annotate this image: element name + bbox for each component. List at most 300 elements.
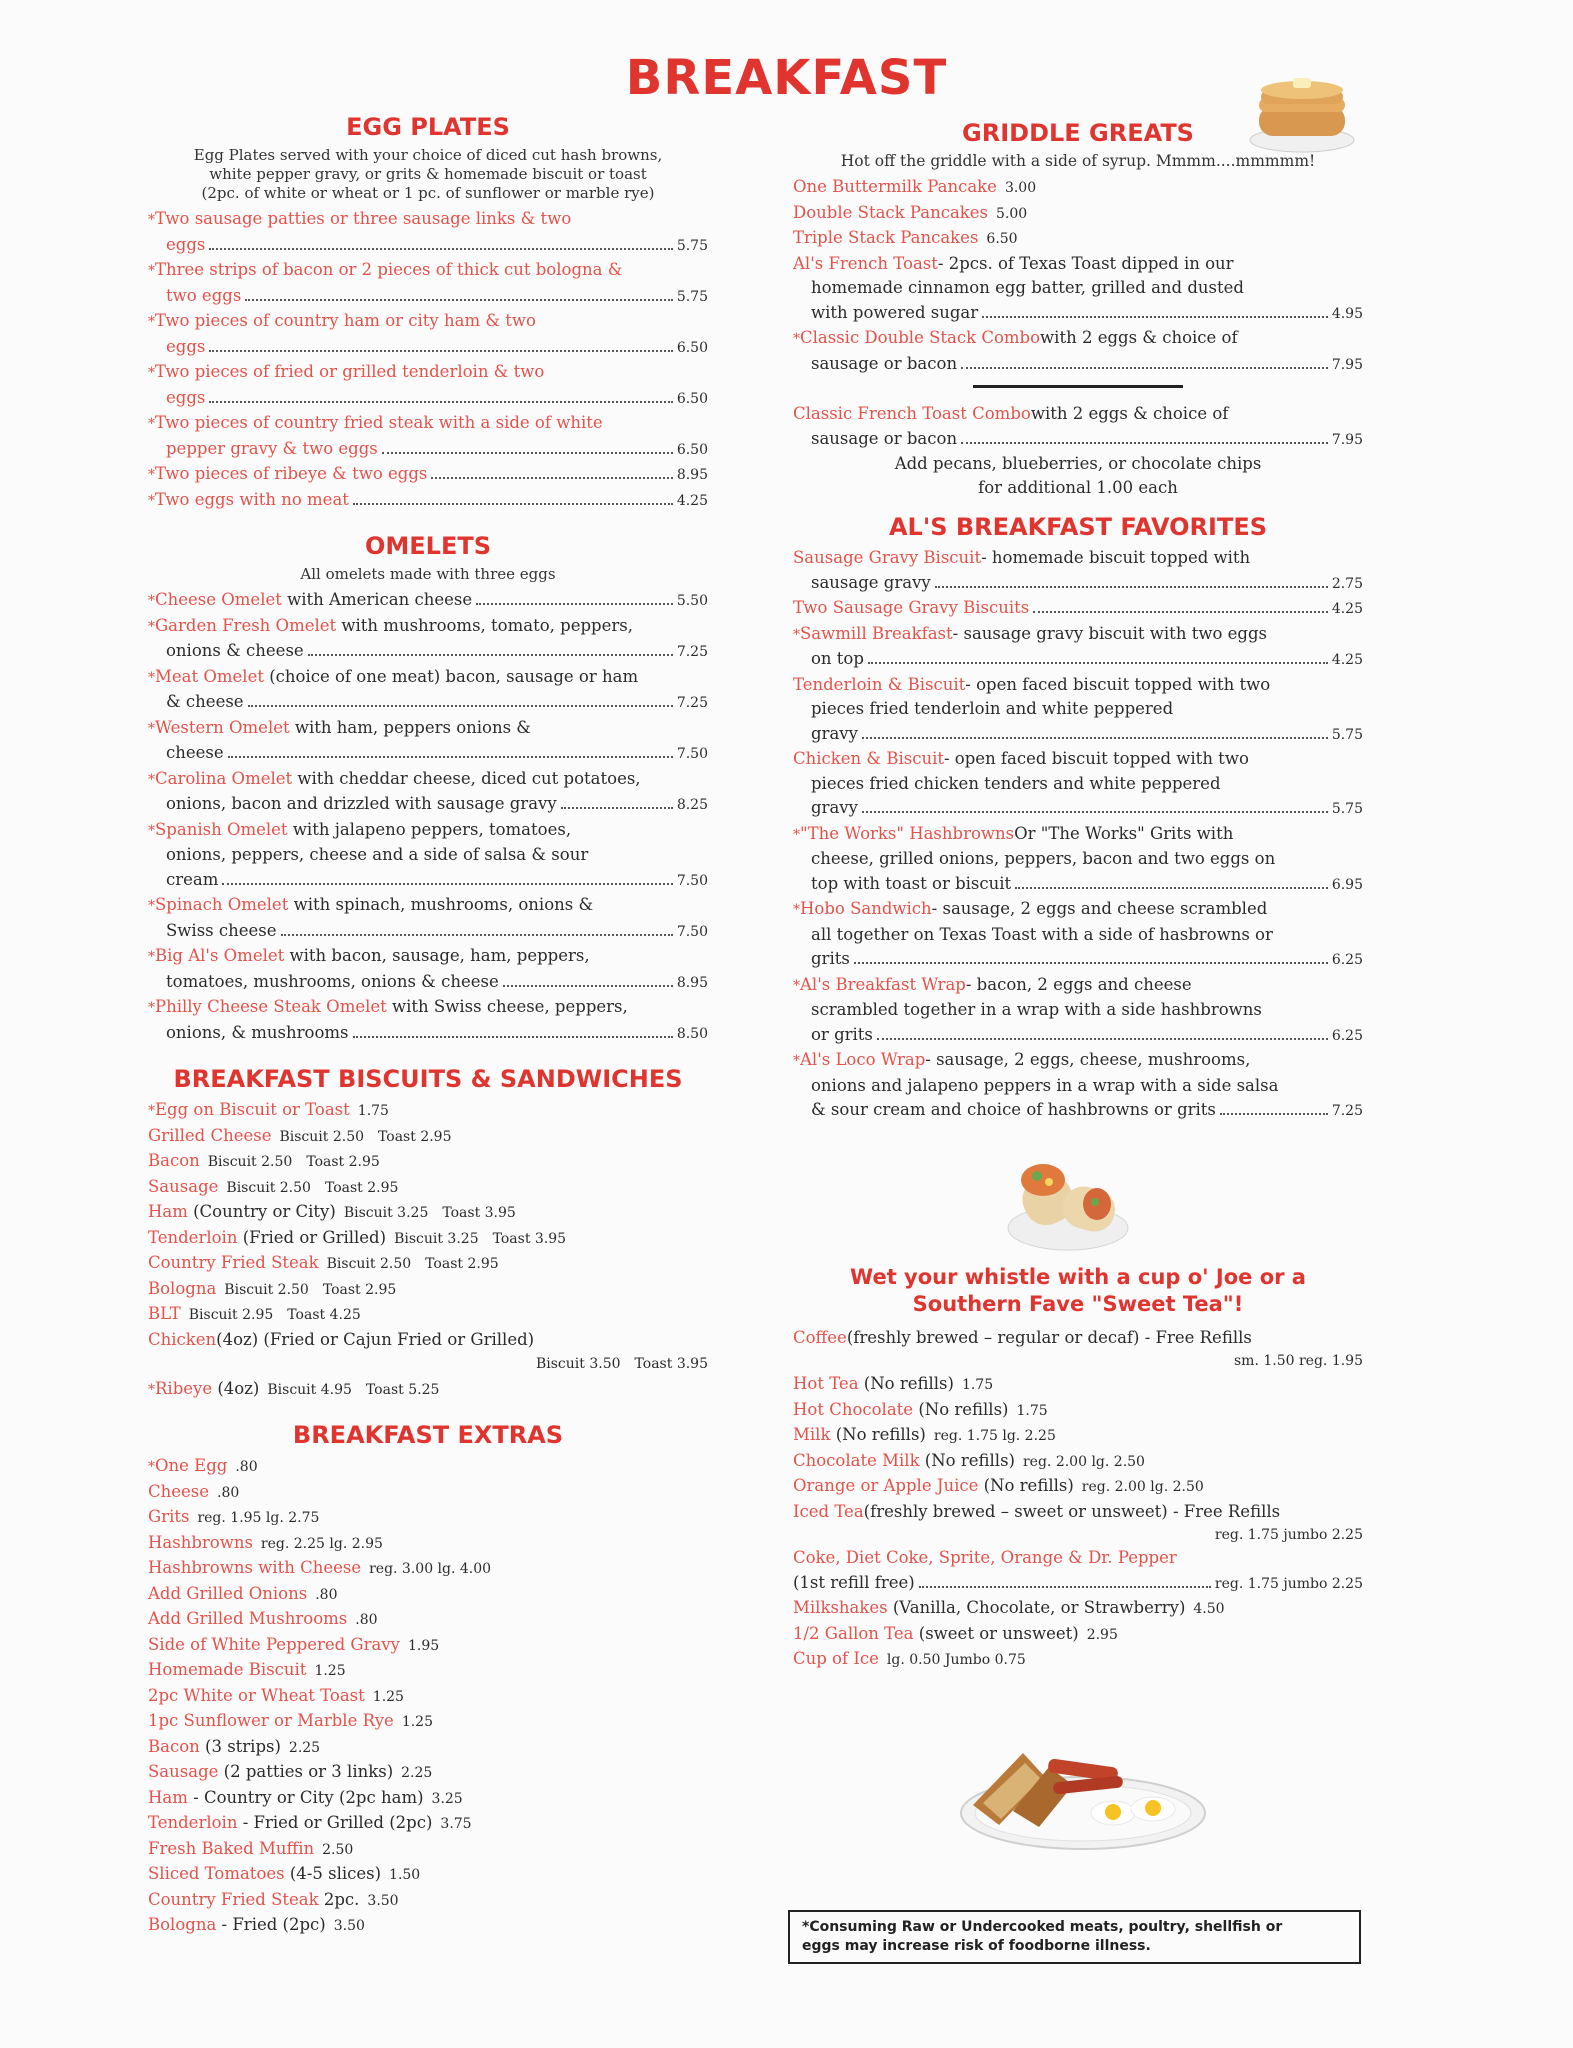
egg-plate-item	[148, 309, 708, 360]
item-name: Country Fried Steak	[148, 1889, 319, 1909]
dot-leader	[353, 1036, 673, 1038]
toast-price: Toast 3.95	[634, 1356, 708, 1372]
extra-item	[148, 1633, 708, 1659]
item-name: Ribeye	[155, 1378, 213, 1398]
dot-leader	[476, 603, 673, 605]
item-price: 4.95	[1331, 305, 1363, 322]
item-line	[793, 622, 1363, 648]
extra-item	[148, 1582, 708, 1608]
item-desc: with Swiss cheese, peppers,	[392, 997, 628, 1016]
item-name: Two pieces of fried or grilled tenderloin & two	[155, 362, 545, 381]
breakfast-plate-photo	[953, 1733, 1213, 1857]
item-line	[148, 335, 708, 361]
item-desc-cont: Swiss cheese	[166, 920, 277, 940]
toast-price: Toast 2.95	[306, 1154, 380, 1170]
item-name: Fresh Baked Muffin	[148, 1838, 315, 1858]
item-price: 5.50	[676, 593, 708, 609]
item-desc-cont: onions, bacon and drizzled with sausage gravy	[166, 794, 557, 813]
item-note: (Country or City)	[187, 1202, 336, 1221]
item-price: 8.95	[676, 467, 708, 483]
item-line	[148, 843, 708, 868]
item-desc: with 2 eggs & choice of	[1040, 328, 1238, 347]
item-name: Sliced Tomatoes	[148, 1864, 285, 1883]
item-line	[793, 673, 1363, 698]
item-line	[148, 411, 708, 437]
item-sizes: reg. 1.75 jumbo 2.25	[1214, 1527, 1363, 1543]
item-desc-cont: onions and jalapeno peppers in a wrap with a side salsa	[811, 1075, 1279, 1095]
item-desc: - sausage, 2 eggs and cheese scrambled	[931, 899, 1268, 918]
item-line	[148, 639, 708, 665]
toast-price: Toast 5.25	[365, 1381, 440, 1398]
item-desc-cont: (1st refill free)	[793, 1572, 915, 1592]
dot-leader	[281, 934, 673, 936]
biscuit-item	[148, 1149, 708, 1175]
item-note: (4oz) (Fried or Cajun Fried or Grilled)	[216, 1329, 535, 1349]
item-line	[793, 402, 1363, 427]
item-line	[148, 233, 708, 259]
item-desc: with mushrooms, tomato, peppers,	[341, 615, 633, 635]
item-desc-cont: grits	[811, 949, 850, 968]
dot-leader	[222, 883, 672, 885]
item-name: Two pieces of country ham or city ham & two	[155, 311, 536, 330]
item-name: Two pieces of country fried steak with a side of white	[155, 413, 603, 432]
item-desc-cont: scrambled together in a wrap with a side hashbrowns	[811, 1000, 1262, 1019]
item-note: (No refills)	[919, 1450, 1015, 1470]
item-price: 5.75	[1331, 726, 1363, 743]
item-name: Two eggs with no meat	[155, 489, 349, 509]
dot-leader	[1220, 1113, 1328, 1115]
biscuits-title: BREAKFAST BISCUITS & SANDWICHES	[173, 1065, 683, 1093]
item-desc-cont: onions, & mushrooms	[166, 1022, 349, 1042]
dot-leader	[353, 503, 673, 505]
asterisk-marker: *	[148, 771, 155, 788]
dot-leader	[561, 807, 673, 809]
biscuit-item	[148, 1302, 708, 1328]
item-desc-cont: pieces fried tenderloin and white peppered	[811, 699, 1174, 718]
item-line	[793, 352, 1363, 378]
asterisk-marker: *	[148, 618, 155, 635]
item-name: Coke, Diet Coke, Sprite, Orange & Dr. Pepper	[793, 1548, 1177, 1567]
item-desc-cont: on top	[811, 649, 864, 668]
item-desc: with 2 eggs & choice of	[1030, 404, 1229, 423]
asterisk-marker: *	[148, 898, 155, 914]
item-desc-cont: onions, peppers, cheese and a side of salsa & sour	[166, 845, 589, 864]
item-line	[148, 893, 708, 919]
griddle-item	[793, 252, 1363, 327]
item-line	[793, 847, 1363, 872]
item-price: 8.25	[676, 797, 708, 813]
item-price: 5.75	[1331, 801, 1363, 817]
drink-item	[793, 1449, 1363, 1475]
item-desc: - sausage gravy biscuit with two eggs	[952, 623, 1267, 643]
item-price: 8.50	[676, 1025, 708, 1042]
item-name: Two Sausage Gravy Biscuits	[793, 598, 1030, 617]
dot-leader	[961, 442, 1328, 444]
item-name: Garden Fresh Omelet	[155, 615, 337, 635]
item-line	[148, 1021, 708, 1047]
dot-leader	[1033, 611, 1328, 613]
toast-price: Toast 3.95	[442, 1205, 516, 1221]
item-desc-cont: sausage gravy	[811, 572, 931, 592]
asterisk-marker: *	[793, 331, 800, 347]
item-name: Double Stack Pancakes	[793, 202, 989, 222]
item-desc: with ham, peppers onions &	[294, 717, 531, 737]
omelets-list	[148, 588, 708, 1046]
item-desc-cont: tomatoes, mushrooms, onions & cheese	[166, 971, 499, 991]
egg-plates-title: EGG PLATES	[346, 113, 510, 141]
item-name: Grits	[148, 1507, 190, 1526]
drink-item	[793, 1326, 1363, 1373]
asterisk-marker: *	[148, 1000, 155, 1016]
dot-leader	[248, 705, 673, 707]
drinks-list	[793, 1326, 1363, 1673]
biscuit-item	[148, 1277, 708, 1303]
item-name: Three strips of bacon or 2 pieces of thick cut bologna &	[155, 260, 623, 279]
extra-item	[148, 1837, 708, 1863]
biscuit-price: Biscuit 4.95	[267, 1381, 352, 1398]
item-note: (No refills)	[913, 1399, 1009, 1419]
item-price: 3.25	[431, 1790, 463, 1807]
toast-price: Toast 4.25	[287, 1307, 361, 1323]
extra-item	[148, 1454, 708, 1480]
item-note: (4-5 slices)	[284, 1864, 382, 1883]
dot-leader	[503, 985, 673, 987]
dot-leader	[228, 756, 673, 758]
omelets-title: OMELETS	[364, 532, 492, 560]
favorite-item	[793, 546, 1363, 596]
asterisk-marker: *	[148, 365, 155, 381]
biscuit-price: Biscuit 2.50	[207, 1154, 293, 1170]
item-name: Egg on Biscuit or Toast	[155, 1100, 350, 1119]
item-desc: with bacon, sausage, ham, peppers,	[289, 946, 590, 965]
toast-price: Toast 2.95	[378, 1128, 452, 1145]
item-line	[148, 919, 708, 945]
item-price: 1.25	[401, 1714, 433, 1730]
item-line	[148, 284, 708, 310]
item-price: 7.50	[676, 746, 708, 762]
drink-item	[793, 1622, 1363, 1648]
item-price: 3.00	[1004, 180, 1037, 196]
item-price: 7.25	[1331, 1103, 1363, 1119]
item-name: Tenderloin	[148, 1227, 238, 1247]
item-line	[148, 868, 708, 894]
asterisk-marker: *	[148, 492, 155, 509]
biscuit-toast-prices	[208, 1154, 380, 1170]
item-name: Bacon	[148, 1151, 200, 1170]
item-line	[148, 437, 708, 463]
left-column	[148, 112, 708, 1939]
item-line	[148, 1352, 708, 1377]
extra-item	[148, 1684, 708, 1710]
item-price: .80	[217, 1484, 240, 1501]
item-price: 2.95	[1086, 1626, 1118, 1643]
item-name: Philly Cheese Steak Omelet	[155, 997, 387, 1016]
item-line	[793, 973, 1363, 999]
item-price: 5.75	[676, 288, 708, 305]
item-name-cont: eggs	[166, 234, 206, 254]
item-line	[793, 1098, 1363, 1124]
item-line	[793, 1546, 1363, 1571]
biscuit-price: Biscuit 3.25	[343, 1205, 429, 1221]
item-price: 7.25	[676, 644, 708, 660]
item-line	[148, 767, 708, 793]
item-name: Two pieces of ribeye & two eggs	[155, 464, 428, 483]
griddle-item	[793, 175, 1363, 201]
item-desc-cont: cheese, grilled onions, peppers, bacon and two eggs on	[811, 849, 1276, 868]
item-desc: (freshly brewed – sweet or unsweet) - Free Refills	[863, 1501, 1281, 1521]
griddle-item	[793, 326, 1363, 377]
griddle-item	[793, 226, 1363, 252]
item-price: 6.50	[676, 441, 708, 458]
item-line	[793, 1500, 1363, 1525]
item-desc: - open faced biscuit topped with two	[965, 674, 1271, 694]
item-note: (4oz)	[212, 1378, 260, 1398]
item-name: Cheese	[148, 1481, 210, 1501]
drinks-title-line-2: Southern Fave "Sweet Tea"!	[912, 1291, 1244, 1316]
item-name: Hashbrowns	[148, 1532, 253, 1552]
biscuit-item	[148, 1251, 708, 1277]
griddle-item	[793, 201, 1363, 227]
item-price: 1.95	[407, 1637, 440, 1654]
item-desc-cont: all together on Texas Toast with a side of hasbrowns or	[811, 924, 1273, 944]
asterisk-marker: *	[148, 720, 155, 737]
item-price: 1.50	[389, 1867, 421, 1883]
item-price: 5.00	[996, 205, 1028, 222]
biscuit-price: Biscuit 2.95	[188, 1307, 274, 1323]
asterisk-marker: *	[148, 212, 155, 228]
item-line	[148, 995, 708, 1021]
biscuit-toast-prices	[394, 1231, 566, 1247]
item-price: 3.50	[367, 1892, 399, 1909]
item-price: 2.25	[288, 1739, 321, 1756]
dot-leader	[935, 586, 1328, 588]
item-name: Al's Breakfast Wrap	[800, 974, 966, 994]
item-price: 2.75	[1331, 575, 1363, 592]
item-name: Hobo Sandwich	[800, 899, 932, 918]
asterisk-marker: *	[793, 826, 800, 843]
item-name-cont: eggs	[166, 336, 206, 356]
asterisk-marker: *	[793, 977, 800, 994]
asterisk-marker: *	[148, 949, 155, 965]
biscuit-item	[148, 1200, 708, 1226]
omelet-item	[148, 767, 708, 818]
item-line	[148, 309, 708, 335]
favorite-item	[793, 673, 1363, 748]
item-price: reg. 2.00 lg. 2.50	[1081, 1479, 1204, 1495]
item-name-cont: pepper gravy & two eggs	[166, 438, 378, 458]
egg-plate-item	[148, 411, 708, 462]
asterisk-marker: *	[148, 1459, 155, 1475]
item-line	[148, 258, 708, 284]
omelet-item	[148, 995, 708, 1046]
item-line	[793, 897, 1363, 923]
omelet-item	[148, 716, 708, 767]
item-price: reg. 3.00 lg. 4.00	[369, 1561, 492, 1577]
extra-item	[148, 1735, 708, 1761]
asterisk-marker: *	[793, 626, 800, 643]
dot-leader	[245, 299, 673, 301]
item-price: 1.75	[1016, 1402, 1048, 1419]
favorite-item	[793, 596, 1363, 622]
item-price: 3.75	[440, 1816, 472, 1832]
item-line	[793, 301, 1363, 327]
item-line	[148, 614, 708, 640]
item-price: 6.50	[986, 231, 1018, 247]
warning-line: *Consuming Raw or Undercooked meats, poultry, shellfish or	[802, 1919, 1283, 1935]
dot-leader	[919, 1586, 1211, 1588]
item-name: Tenderloin & Biscuit	[793, 674, 966, 694]
item-name: Add Grilled Onions	[148, 1583, 308, 1603]
extras-list	[148, 1454, 708, 1939]
item-desc-cont: homemade cinnamon egg batter, grilled and dusted	[811, 278, 1244, 297]
item-line	[148, 792, 708, 818]
item-name: One Buttermilk Pancake	[793, 177, 997, 196]
dot-leader	[308, 654, 673, 656]
item-name: Country Fried Steak	[148, 1253, 319, 1272]
biscuit-toast-prices	[327, 1256, 499, 1272]
item-name: Hot Tea	[793, 1374, 859, 1393]
biscuit-toast-prices	[279, 1129, 451, 1145]
item-name-cont: eggs	[166, 387, 206, 407]
item-desc-cont: & cheese	[166, 692, 244, 711]
drink-item	[793, 1423, 1363, 1449]
toast-price: Toast 2.95	[425, 1256, 499, 1272]
dot-leader	[862, 737, 1328, 739]
item-name: Hashbrowns with Cheese	[148, 1558, 362, 1577]
item-price: 6.50	[676, 339, 708, 356]
item-line	[793, 252, 1363, 277]
item-desc-cont: with powered sugar	[811, 302, 979, 322]
item-price: 7.95	[1331, 356, 1363, 373]
favorite-item	[793, 973, 1363, 1049]
item-line	[793, 1074, 1363, 1099]
extra-item	[148, 1480, 708, 1506]
favorite-item	[793, 622, 1363, 673]
section-divider	[973, 385, 1183, 388]
item-name: 2pc White or Wheat Toast	[148, 1685, 365, 1705]
item-name: Chocolate Milk	[793, 1450, 920, 1470]
item-desc: - homemade biscuit topped with	[981, 548, 1251, 567]
item-line	[793, 596, 1363, 622]
item-name: Cheese Omelet	[155, 590, 282, 609]
item-desc-cont: pieces fried chicken tenders and white peppered	[811, 773, 1221, 793]
omelets-intro: All omelets made with three eggs	[300, 565, 556, 583]
egg-plate-item	[148, 207, 708, 258]
biscuit-item	[148, 1328, 708, 1377]
drink-item	[793, 1647, 1363, 1673]
asterisk-marker: *	[148, 416, 155, 432]
item-name: Al's Loco Wrap	[800, 1050, 926, 1069]
omelet-item	[148, 614, 708, 665]
item-line	[148, 360, 708, 386]
extra-item	[148, 1556, 708, 1582]
item-line	[793, 546, 1363, 571]
item-note: - Fried (2pc)	[216, 1915, 326, 1934]
item-line	[793, 872, 1363, 898]
item-line	[793, 1571, 1363, 1597]
item-note: (2 patties or 3 links)	[218, 1762, 394, 1781]
biscuit-item	[148, 1175, 708, 1201]
item-name: Sausage	[148, 1762, 219, 1781]
item-name: Bacon	[148, 1736, 200, 1756]
addon-note	[793, 452, 1363, 500]
food-safety-warning	[788, 1910, 1361, 1964]
item-line	[793, 571, 1363, 597]
item-desc: (choice of one meat) bacon, sausage or ham	[269, 666, 639, 686]
biscuit-price: Biscuit 2.50	[224, 1281, 309, 1298]
item-price: 4.50	[1193, 1601, 1225, 1617]
item-name: Side of White Peppered Gravy	[148, 1634, 400, 1654]
item-note: (sweet or unsweet)	[913, 1623, 1079, 1643]
egg-plate-item	[148, 360, 708, 411]
favorites-title: AL'S BREAKFAST FAVORITES	[888, 513, 1268, 541]
egg-plates-intro-line: Egg Plates served with your choice of diced cut hash browns,	[193, 146, 663, 164]
asterisk-marker: *	[793, 1053, 800, 1069]
item-desc: - 2pcs. of Texas Toast dipped in our	[937, 253, 1234, 273]
item-note: 2pc.	[318, 1889, 360, 1909]
item-desc: with jalapeno peppers, tomatoes,	[292, 819, 572, 839]
griddle-title: GRIDDLE GREATS	[962, 119, 1194, 147]
extra-item	[148, 1531, 708, 1557]
item-name: Sausage Gravy Biscuit	[793, 548, 982, 567]
item-name: Sausage	[148, 1176, 219, 1196]
item-line	[148, 462, 708, 488]
dot-leader	[209, 350, 672, 352]
item-name: Coffee	[793, 1327, 847, 1347]
asterisk-marker: *	[793, 902, 800, 918]
biscuit-price: Biscuit 2.50	[226, 1179, 311, 1196]
item-line	[148, 207, 708, 233]
favorite-item	[793, 897, 1363, 973]
asterisk-marker: *	[148, 1381, 155, 1398]
item-desc-cont: gravy	[811, 798, 858, 817]
biscuit-item	[148, 1098, 708, 1124]
toast-price: Toast 2.95	[324, 1179, 399, 1196]
item-line	[793, 923, 1363, 948]
item-name: Meat Omelet	[155, 666, 264, 686]
item-price: .80	[315, 1586, 338, 1603]
item-name: "The Works" Hashbrowns	[800, 823, 1015, 843]
drink-item	[793, 1474, 1363, 1500]
drink-item	[793, 1398, 1363, 1424]
biscuit-toast-prices	[189, 1307, 361, 1323]
page-title: BREAKFAST	[625, 50, 948, 106]
item-line	[148, 1328, 708, 1353]
asterisk-marker: *	[148, 822, 155, 839]
item-desc-cont: top with toast or biscuit	[811, 873, 1012, 893]
toast-price: Toast 2.95	[322, 1281, 397, 1298]
item-desc-cont: & sour cream and choice of hashbrowns or grits	[811, 1100, 1216, 1119]
extra-item	[148, 1505, 708, 1531]
item-name: Iced Tea	[793, 1501, 864, 1521]
item-line	[793, 822, 1363, 848]
item-price: 8.95	[676, 974, 708, 991]
item-price: 4.25	[676, 492, 708, 509]
extra-item	[148, 1760, 708, 1786]
item-price: reg. 2.00 lg. 2.50	[1022, 1453, 1145, 1470]
biscuit-toast-prices	[267, 1382, 439, 1398]
item-line	[148, 588, 708, 614]
item-desc: with spinach, mushrooms, onions &	[293, 895, 594, 914]
extra-item	[148, 1913, 708, 1939]
biscuit-toast-prices	[224, 1282, 396, 1298]
biscuits-list	[148, 1098, 708, 1402]
dot-leader	[982, 316, 1328, 318]
favorite-item	[793, 822, 1363, 898]
griddle-item	[793, 402, 1363, 452]
item-price: 6.25	[1331, 952, 1363, 968]
item-line	[148, 665, 708, 691]
